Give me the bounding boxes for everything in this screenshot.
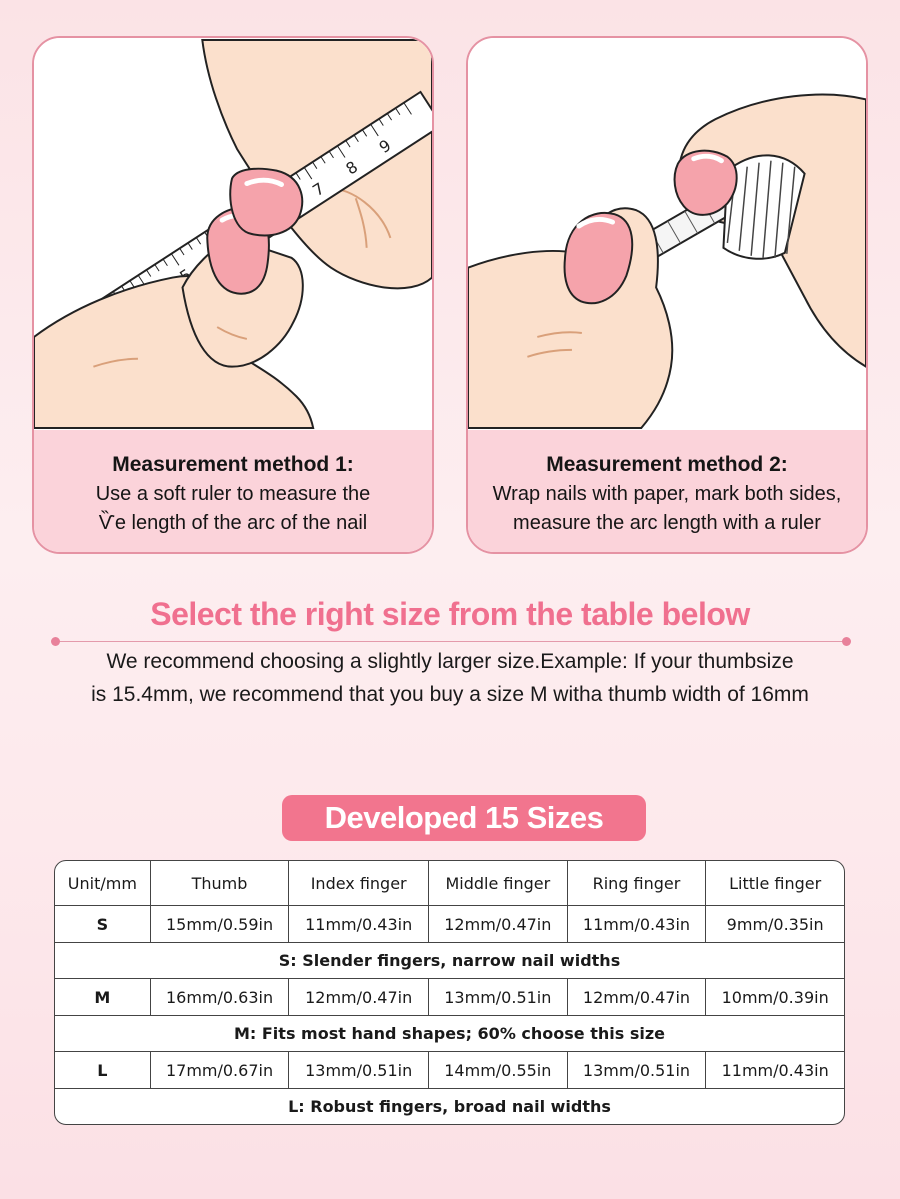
header-middle-finger: Middle finger xyxy=(429,861,568,906)
table-cell: 9mm/0.35in xyxy=(706,906,844,943)
paper-wrap-nail-illustration xyxy=(468,38,866,430)
table-cell: 13mm/0.51in xyxy=(289,1052,429,1089)
recommendation-line-1: We recommend choosing a slightly larger size.Example: If your thumbsize xyxy=(106,650,794,673)
size-label: L xyxy=(55,1052,151,1089)
sizes-badge: Developed 15 Sizes xyxy=(282,795,646,841)
size-label: M xyxy=(55,979,151,1016)
method-2-line-1: Wrap nails with paper, mark both sides, xyxy=(492,483,842,505)
divider-dot-right xyxy=(842,637,851,646)
size-note: S: Slender fingers, narrow nail widths xyxy=(55,943,844,979)
table-row-l xyxy=(55,1052,844,1089)
table-row-m xyxy=(55,979,844,1016)
table-cell: 11mm/0.43in xyxy=(706,1052,844,1089)
table-cell: 13mm/0.51in xyxy=(568,1052,707,1089)
method-1-title: Measurement method 1: xyxy=(112,453,354,476)
ruler-measuring-nail-illustration xyxy=(34,38,432,430)
table-cell: 13mm/0.51in xyxy=(429,979,568,1016)
method-2-caption xyxy=(468,430,866,552)
method-1-caption xyxy=(34,430,432,552)
headline-divider xyxy=(55,641,845,642)
size-note: M: Fits most hand shapes; 60% choose this size xyxy=(55,1016,844,1052)
ruler-number: 7 xyxy=(309,178,328,201)
table-note-row-m xyxy=(55,1016,844,1052)
size-headline: Select the right size from the table below xyxy=(150,596,750,632)
table-row-s xyxy=(55,906,844,943)
size-note: L: Robust fingers, broad nail widths xyxy=(288,1097,611,1116)
measurement-method-1-card xyxy=(32,36,434,554)
header-thumb: Thumb xyxy=(151,861,290,906)
method-1-line-1: Use a soft ruler to measure the xyxy=(95,483,371,505)
table-cell: 12mm/0.47in xyxy=(568,979,707,1016)
size-table xyxy=(54,860,845,1125)
method-1-line-2: Ѷe length of the arc of the nail xyxy=(98,512,368,534)
table-cell: 16mm/0.63in xyxy=(151,979,290,1016)
table-header-row xyxy=(55,861,844,906)
header-index-finger: Index finger xyxy=(289,861,429,906)
table-cell: 12mm/0.47in xyxy=(429,906,568,943)
size-label: S xyxy=(55,906,151,943)
ruler-number: 8 xyxy=(342,157,362,179)
table-note-row-l xyxy=(55,1089,844,1124)
method-2-title: Measurement method 2: xyxy=(546,453,788,476)
measurement-method-2-card xyxy=(466,36,868,554)
ruler-number: 9 xyxy=(375,135,395,157)
recommendation-line-2: is 15.4mm, we recommend that you buy a size M witha thumb width of 16mm xyxy=(91,683,809,706)
table-cell: 17mm/0.67in xyxy=(151,1052,290,1089)
table-cell: 15mm/0.59in xyxy=(151,906,290,943)
table-cell: 14mm/0.55in xyxy=(429,1052,568,1089)
table-note-row-s xyxy=(55,943,844,979)
method-2-line-2: measure the arc length with a ruler xyxy=(513,512,821,534)
header-ring-finger: Ring finger xyxy=(568,861,707,906)
table-cell: 12mm/0.47in xyxy=(289,979,429,1016)
table-cell: 11mm/0.43in xyxy=(568,906,707,943)
table-cell: 10mm/0.39in xyxy=(706,979,844,1016)
table-cell: 11mm/0.43in xyxy=(289,906,429,943)
header-little-finger: Little finger xyxy=(706,861,844,906)
divider-dot-left xyxy=(51,637,60,646)
header-unit: Unit/mm xyxy=(55,861,151,906)
